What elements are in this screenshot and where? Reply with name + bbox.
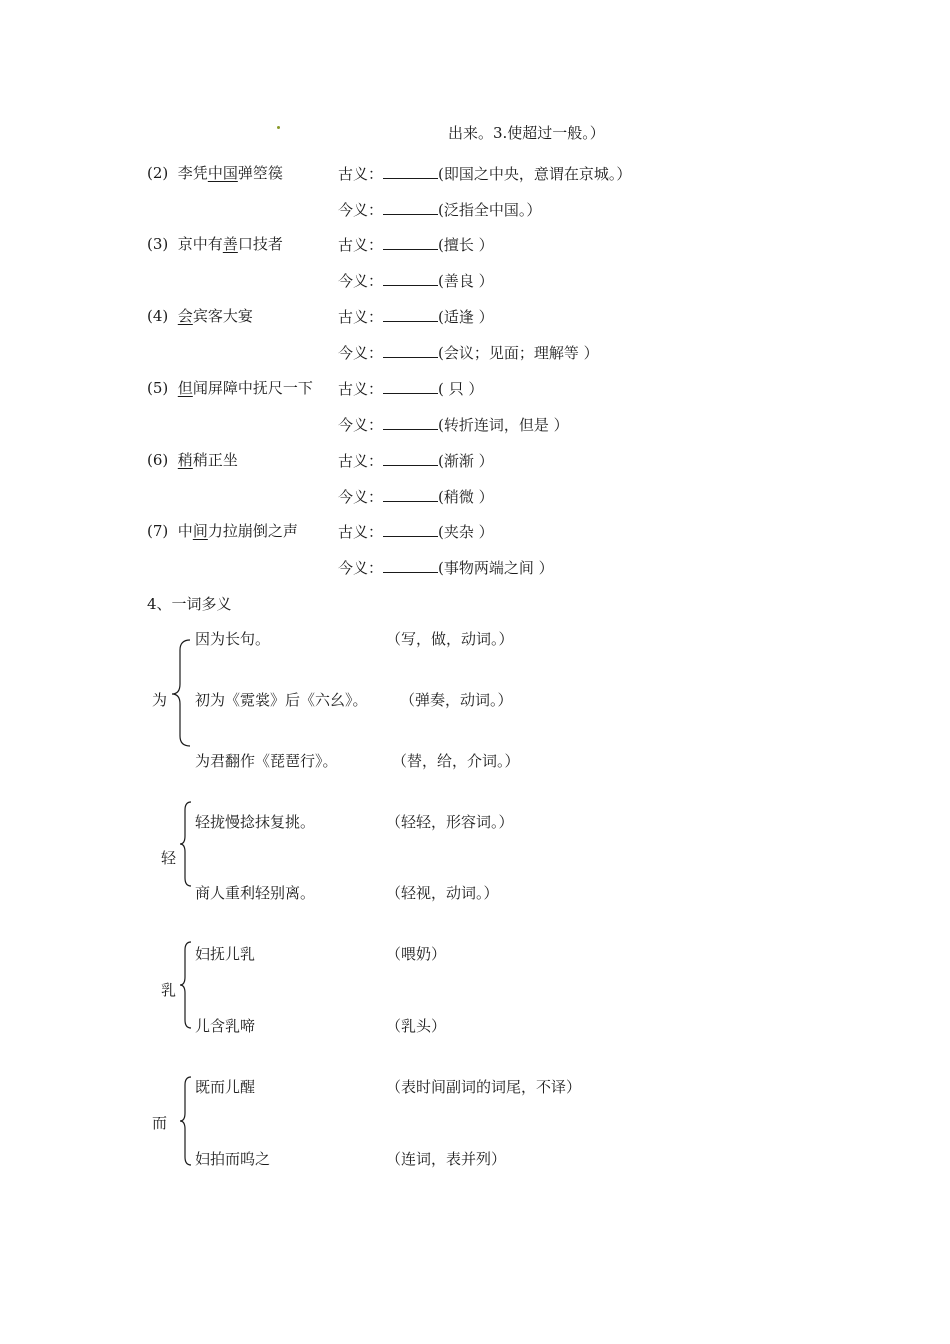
ancient-meaning: (擅长 ） [438, 236, 494, 254]
answer-blank[interactable] [383, 522, 438, 537]
item-key-word: 会 [177, 307, 193, 325]
sense-meaning: （连词，表并列） [386, 1150, 507, 1168]
ancient-label: 古义： [338, 236, 384, 254]
sense-meaning: （喂奶） [386, 945, 447, 963]
answer-blank[interactable] [383, 271, 438, 286]
brace-icon [179, 800, 193, 888]
item-number: (2) [147, 164, 169, 182]
modern-meaning-row [338, 487, 494, 506]
item-key-word: 间 [192, 522, 208, 540]
sense-meaning: （轻轻，形容词。） [386, 813, 514, 831]
modern-meaning-row [338, 343, 599, 362]
ancient-meaning-row [338, 379, 483, 398]
ancient-label: 古义： [338, 452, 384, 470]
modern-meaning: (稍微 ） [438, 488, 494, 506]
polysemy-character: 为 [152, 691, 168, 709]
modern-meaning: (转折连词，但是 ） [438, 416, 569, 434]
item-key-word: 稍 [177, 451, 193, 469]
answer-blank[interactable] [383, 415, 438, 430]
sense-meaning: （乳头） [386, 1017, 447, 1035]
item-pre: 中 [177, 522, 193, 540]
ancient-label: 古义： [338, 308, 384, 326]
gujin-item [147, 379, 313, 397]
modern-meaning: (善良 ） [438, 272, 494, 290]
ancient-meaning-row [338, 522, 494, 541]
answer-blank[interactable] [383, 200, 438, 215]
modern-meaning: (事物两端之间 ） [438, 559, 554, 577]
ancient-meaning-row [338, 307, 494, 326]
answer-blank[interactable] [383, 235, 438, 250]
modern-meaning: (泛指全中国。） [438, 201, 542, 219]
example-sentence: 初为《霓裳》后《六幺》。 [195, 691, 368, 709]
example-sentence: 轻拢慢捻抹复挑。 [195, 813, 316, 831]
modern-meaning-row [338, 200, 541, 219]
example-sentence: 妇拍而呜之 [195, 1150, 271, 1168]
modern-meaning: (会议；见面；理解等 ） [438, 344, 599, 362]
sense-meaning: （写，做，动词。） [386, 630, 514, 648]
item-post: 稍正坐 [192, 451, 238, 469]
item-key-word: 善 [222, 235, 238, 253]
gujin-item [147, 164, 283, 182]
answer-blank[interactable] [383, 307, 438, 322]
item-number: (6) [147, 451, 169, 469]
sense-meaning: （替，给，介词。） [392, 752, 520, 770]
ancient-label: 古义： [338, 165, 384, 183]
answer-blank[interactable] [383, 379, 438, 394]
item-key-word: 但 [177, 379, 193, 397]
gujin-item [147, 235, 283, 253]
modern-label: 今义： [338, 201, 384, 219]
item-post: 闻屏障中抚尺一下 [192, 379, 313, 397]
modern-label: 今义： [338, 272, 384, 290]
sense-meaning: （弹奏，动词。） [400, 691, 513, 709]
example-sentence: 妇抚儿乳 [195, 945, 256, 963]
modern-label: 今义： [338, 344, 384, 362]
item-post: 力拉崩倒之声 [207, 522, 298, 540]
top-continuation-text: 出来。3.使超过一般。） [448, 124, 605, 142]
item-post: 宾客大宴 [192, 307, 253, 325]
sense-meaning: （轻视，动词。） [386, 884, 499, 902]
sense-meaning: （表时间副词的词尾，不译） [386, 1078, 582, 1096]
brace-icon [170, 638, 192, 748]
item-number: (4) [147, 307, 169, 325]
modern-label: 今义： [338, 488, 384, 506]
example-sentence: 既而儿醒 [195, 1078, 256, 1096]
polysemy-character: 轻 [161, 849, 177, 867]
gujin-item [147, 451, 238, 469]
section-title: 4、一词多义 [147, 595, 232, 613]
item-pre: 京中有 [177, 235, 223, 253]
example-sentence: 为君翻作《琵琶行》。 [195, 752, 338, 770]
item-post: 口技者 [237, 235, 283, 253]
polysemy-character: 乳 [161, 981, 177, 999]
answer-blank[interactable] [383, 558, 438, 573]
modern-meaning-row [338, 558, 554, 577]
item-number: (7) [147, 522, 169, 540]
answer-blank[interactable] [383, 451, 438, 466]
modern-meaning-row [338, 271, 494, 290]
ancient-meaning: (渐渐 ） [438, 452, 494, 470]
ancient-meaning: (即国之中央，意谓在京城。） [438, 165, 632, 183]
ancient-meaning-row [338, 451, 494, 470]
stray-dot [277, 126, 280, 129]
modern-label: 今义： [338, 559, 384, 577]
brace-icon [179, 1075, 193, 1167]
gujin-item [147, 307, 253, 325]
brace-icon [179, 940, 193, 1030]
item-post: 弹箜篌 [237, 164, 283, 182]
answer-blank[interactable] [383, 487, 438, 502]
ancient-label: 古义： [338, 523, 384, 541]
modern-meaning-row [338, 415, 569, 434]
ancient-meaning-row [338, 235, 494, 254]
item-pre: 李凭 [177, 164, 208, 182]
example-sentence: 因为长句。 [195, 630, 271, 648]
modern-label: 今义： [338, 416, 384, 434]
item-number: (5) [147, 379, 169, 397]
example-sentence: 儿含乳啼 [195, 1017, 256, 1035]
answer-blank[interactable] [383, 343, 438, 358]
ancient-meaning: (夹杂 ） [438, 523, 494, 541]
answer-blank[interactable] [383, 164, 438, 179]
ancient-label: 古义： [338, 380, 384, 398]
ancient-meaning: ( 只 ） [438, 380, 484, 398]
example-sentence: 商人重利轻别离。 [195, 884, 316, 902]
gujin-item [147, 522, 298, 540]
item-key-word: 中国 [207, 164, 238, 182]
item-number: (3) [147, 235, 169, 253]
ancient-meaning-row [338, 164, 631, 183]
polysemy-character: 而 [152, 1114, 168, 1132]
ancient-meaning: (适逢 ） [438, 308, 494, 326]
